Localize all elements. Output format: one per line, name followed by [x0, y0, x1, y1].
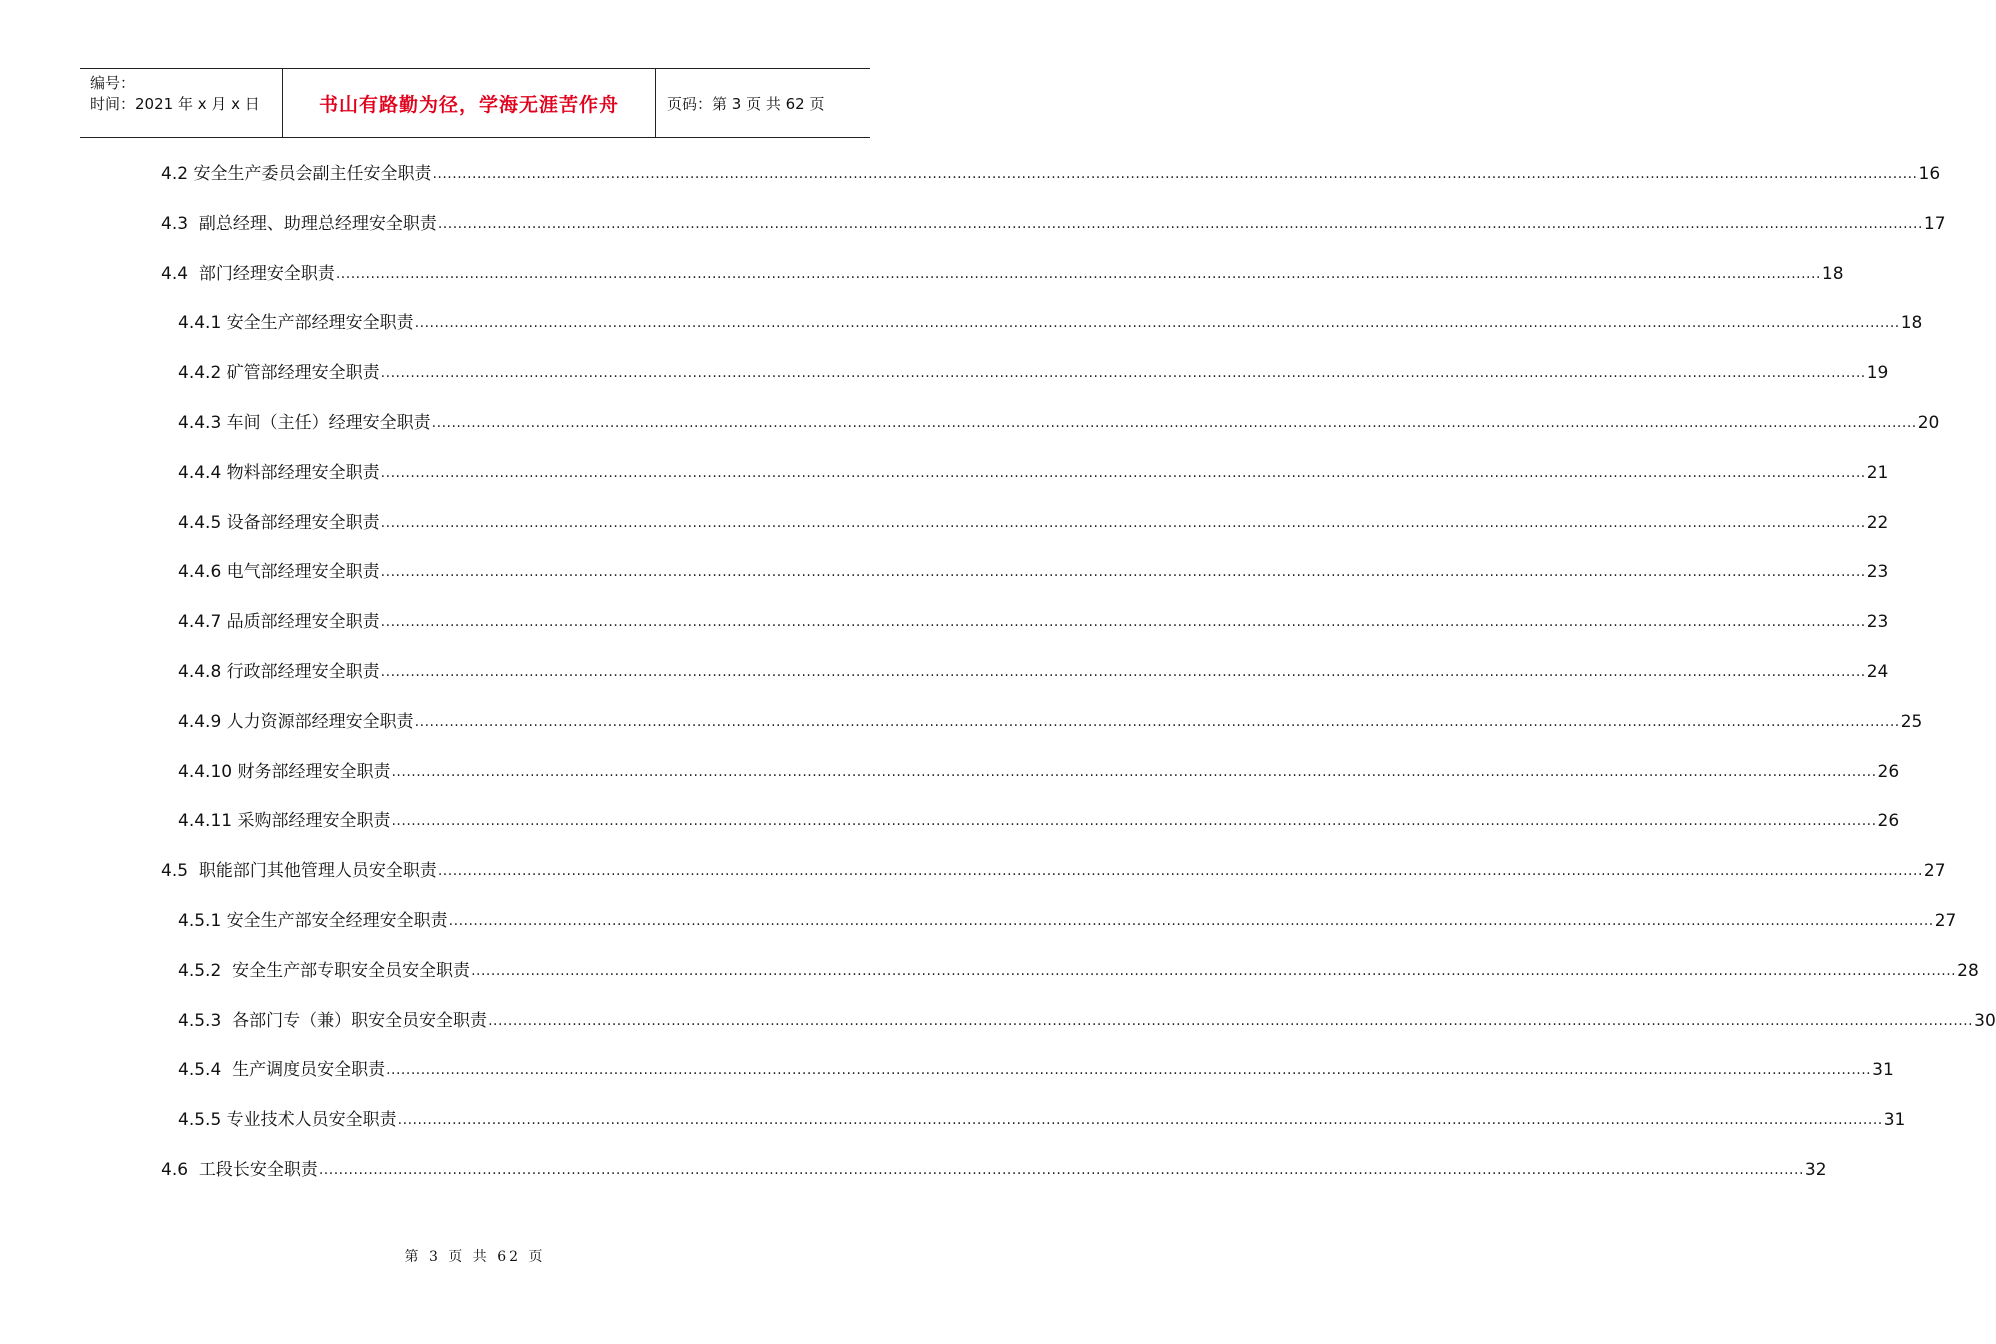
toc-entry-label: 4.4.9 人力资源部经理安全职责	[178, 711, 414, 732]
toc-leader-dots: ............................................................................................................................................................................................................................................................................................................	[437, 215, 1923, 232]
toc-entry-page: 22	[1866, 512, 1889, 533]
toc-leader-dots: ............................................................................................................................................................................................................................................................................................................	[488, 1012, 1974, 1029]
toc-entry[interactable]	[161, 158, 1941, 184]
toc-entry-label: 4.5.4 生产调度员安全职责	[178, 1060, 386, 1081]
toc-entry-label: 4.5 职能部门其他管理人员安全职责	[161, 861, 437, 882]
toc-entry[interactable]	[178, 606, 1889, 633]
toc-entry-label: 4.5.1 安全生产部安全经理安全职责	[178, 911, 448, 931]
toc-entry-label: 4.4.1 安全生产部经理安全职责	[178, 313, 414, 334]
toc-leader-dots: ............................................................................................................................................................................................................................................................................................................	[318, 1162, 1804, 1178]
toc-entry-page: 21	[1866, 462, 1889, 483]
toc-entry[interactable]	[178, 805, 1900, 832]
header-page-info: 页码：第 3 页 共 62 页	[667, 94, 825, 113]
toc-leader-dots: ............................................................................................................................................................................................................................................................................................................	[414, 315, 1900, 332]
toc-entry-page: 18	[1821, 263, 1844, 284]
toc-entry[interactable]	[161, 258, 1844, 284]
toc-entry-page: 31	[1883, 1110, 1906, 1131]
toc-entry-label: 4.4 部门经理安全职责	[161, 263, 335, 284]
toc-entry-page: 32	[1804, 1160, 1827, 1180]
header-motto: 书山有路勤为径，学海无涯苦作舟	[283, 69, 656, 137]
toc-leader-dots: ............................................................................................................................................................................................................................................................................................................	[448, 913, 1934, 929]
toc-entry-label: 4.4.3 车间（主任）经理安全职责	[178, 413, 431, 433]
toc-leader-dots: ............................................................................................................................................................................................................................................................................................................	[335, 265, 1821, 282]
toc-entry-page: 26	[1877, 761, 1900, 782]
toc-entry[interactable]	[178, 307, 1923, 334]
toc-entry-label: 4.6 工段长安全职责	[161, 1160, 318, 1180]
toc-entry-page: 19	[1866, 363, 1889, 384]
toc-entry[interactable]	[178, 656, 1889, 682]
toc-entry[interactable]	[178, 407, 1940, 433]
toc-leader-dots: ............................................................................................................................................................................................................................................................................................................	[437, 863, 1923, 880]
toc-entry-label: 4.4.11 采购部经理安全职责	[178, 811, 391, 832]
toc-leader-dots: ............................................................................................................................................................................................................................................................................................................	[380, 564, 1866, 581]
toc-leader-dots: ............................................................................................................................................................................................................................................................................................................	[380, 614, 1866, 631]
toc-entry-label: 4.2 安全生产委员会副主任安全职责	[161, 164, 432, 184]
toc-entry-page: 20	[1917, 413, 1940, 433]
toc-entry-page: 17	[1923, 213, 1946, 234]
toc-entry[interactable]	[178, 955, 1979, 981]
toc-entry-label: 4.4.4 物料部经理安全职责	[178, 462, 380, 483]
toc-leader-dots: ............................................................................................................................................................................................................................................................................................................	[380, 464, 1866, 481]
time-label: 时间：2021 年 x 月 x 日	[90, 95, 260, 113]
toc-leader-dots: ............................................................................................................................................................................................................................................................................................................	[431, 415, 1917, 431]
toc-entry[interactable]	[178, 706, 1923, 732]
toc-entry-page: 24	[1866, 662, 1889, 682]
toc-entry-label: 4.3 副总经理、助理总经理安全职责	[161, 213, 437, 234]
toc-leader-dots: ............................................................................................................................................................................................................................................................................................................	[380, 664, 1866, 680]
toc-entry-page: 25	[1900, 711, 1923, 732]
number-label: 编号：	[90, 74, 136, 92]
toc-entry[interactable]	[178, 1054, 1894, 1081]
toc-entry-page: 23	[1866, 612, 1889, 633]
toc-entry-label: 4.4.7 品质部经理安全职责	[178, 612, 380, 633]
toc-entry[interactable]	[178, 1005, 1996, 1031]
toc-entry[interactable]	[178, 507, 1889, 533]
toc-leader-dots: ............................................................................................................................................................................................................................................................................................................	[380, 365, 1866, 382]
toc-entry-page: 26	[1877, 811, 1900, 832]
toc-entry[interactable]	[178, 457, 1889, 483]
toc-entry[interactable]	[178, 556, 1889, 583]
toc-entry-page: 16	[1918, 164, 1941, 184]
toc-entry-page: 30	[1974, 1010, 1996, 1031]
toc-entry-page: 23	[1866, 562, 1889, 583]
toc-entry-label: 4.4.5 设备部经理安全职责	[178, 512, 380, 533]
toc-entry-label: 4.4.10 财务部经理安全职责	[178, 761, 391, 782]
toc-leader-dots: ............................................................................................................................................................................................................................................................................................................	[432, 166, 1918, 182]
page-footer: 第 3 页 共 62 页	[404, 1249, 546, 1265]
toc-entry-page: 27	[1934, 911, 1957, 931]
toc-entry-label: 4.5.5 专业技术人员安全职责	[178, 1110, 397, 1131]
toc-entry-label: 4.4.2 矿管部经理安全职责	[178, 363, 380, 384]
toc-entry-label: 4.5.3 各部门专（兼）职安全员安全职责	[178, 1010, 488, 1031]
toc-leader-dots: ............................................................................................................................................................................................................................................................................................................	[471, 962, 1957, 979]
page-header	[80, 68, 870, 138]
toc-entry-label: 4.4.8 行政部经理安全职责	[178, 662, 380, 682]
toc-entry-page: 31	[1872, 1060, 1894, 1081]
toc-leader-dots: ............................................................................................................................................................................................................................................................................................................	[391, 813, 1877, 830]
toc-entry[interactable]	[161, 208, 1946, 234]
toc-entry-page: 18	[1900, 313, 1923, 334]
header-meta	[80, 69, 283, 137]
toc-entry[interactable]	[178, 756, 1900, 782]
toc-leader-dots: ............................................................................................................................................................................................................................................................................................................	[386, 1062, 1872, 1079]
toc-leader-dots: ............................................................................................................................................................................................................................................................................................................	[391, 763, 1877, 780]
toc-leader-dots: ............................................................................................................................................................................................................................................................................................................	[380, 514, 1866, 531]
toc-entry[interactable]	[161, 855, 1946, 882]
toc-entry[interactable]	[161, 1154, 1827, 1180]
toc-entry[interactable]	[178, 905, 1957, 931]
toc-entry-page: 28	[1957, 960, 1979, 981]
toc-entry-page: 27	[1923, 861, 1946, 882]
toc-entry[interactable]	[178, 1104, 1906, 1131]
toc-entry-label: 4.5.2 安全生产部专职安全员安全职责	[178, 960, 471, 981]
toc-entry[interactable]	[178, 357, 1889, 384]
toc-entry-label: 4.4.6 电气部经理安全职责	[178, 562, 380, 583]
toc-leader-dots: ............................................................................................................................................................................................................................................................................................................	[397, 1112, 1883, 1129]
toc-leader-dots: ............................................................................................................................................................................................................................................................................................................	[414, 713, 1900, 730]
